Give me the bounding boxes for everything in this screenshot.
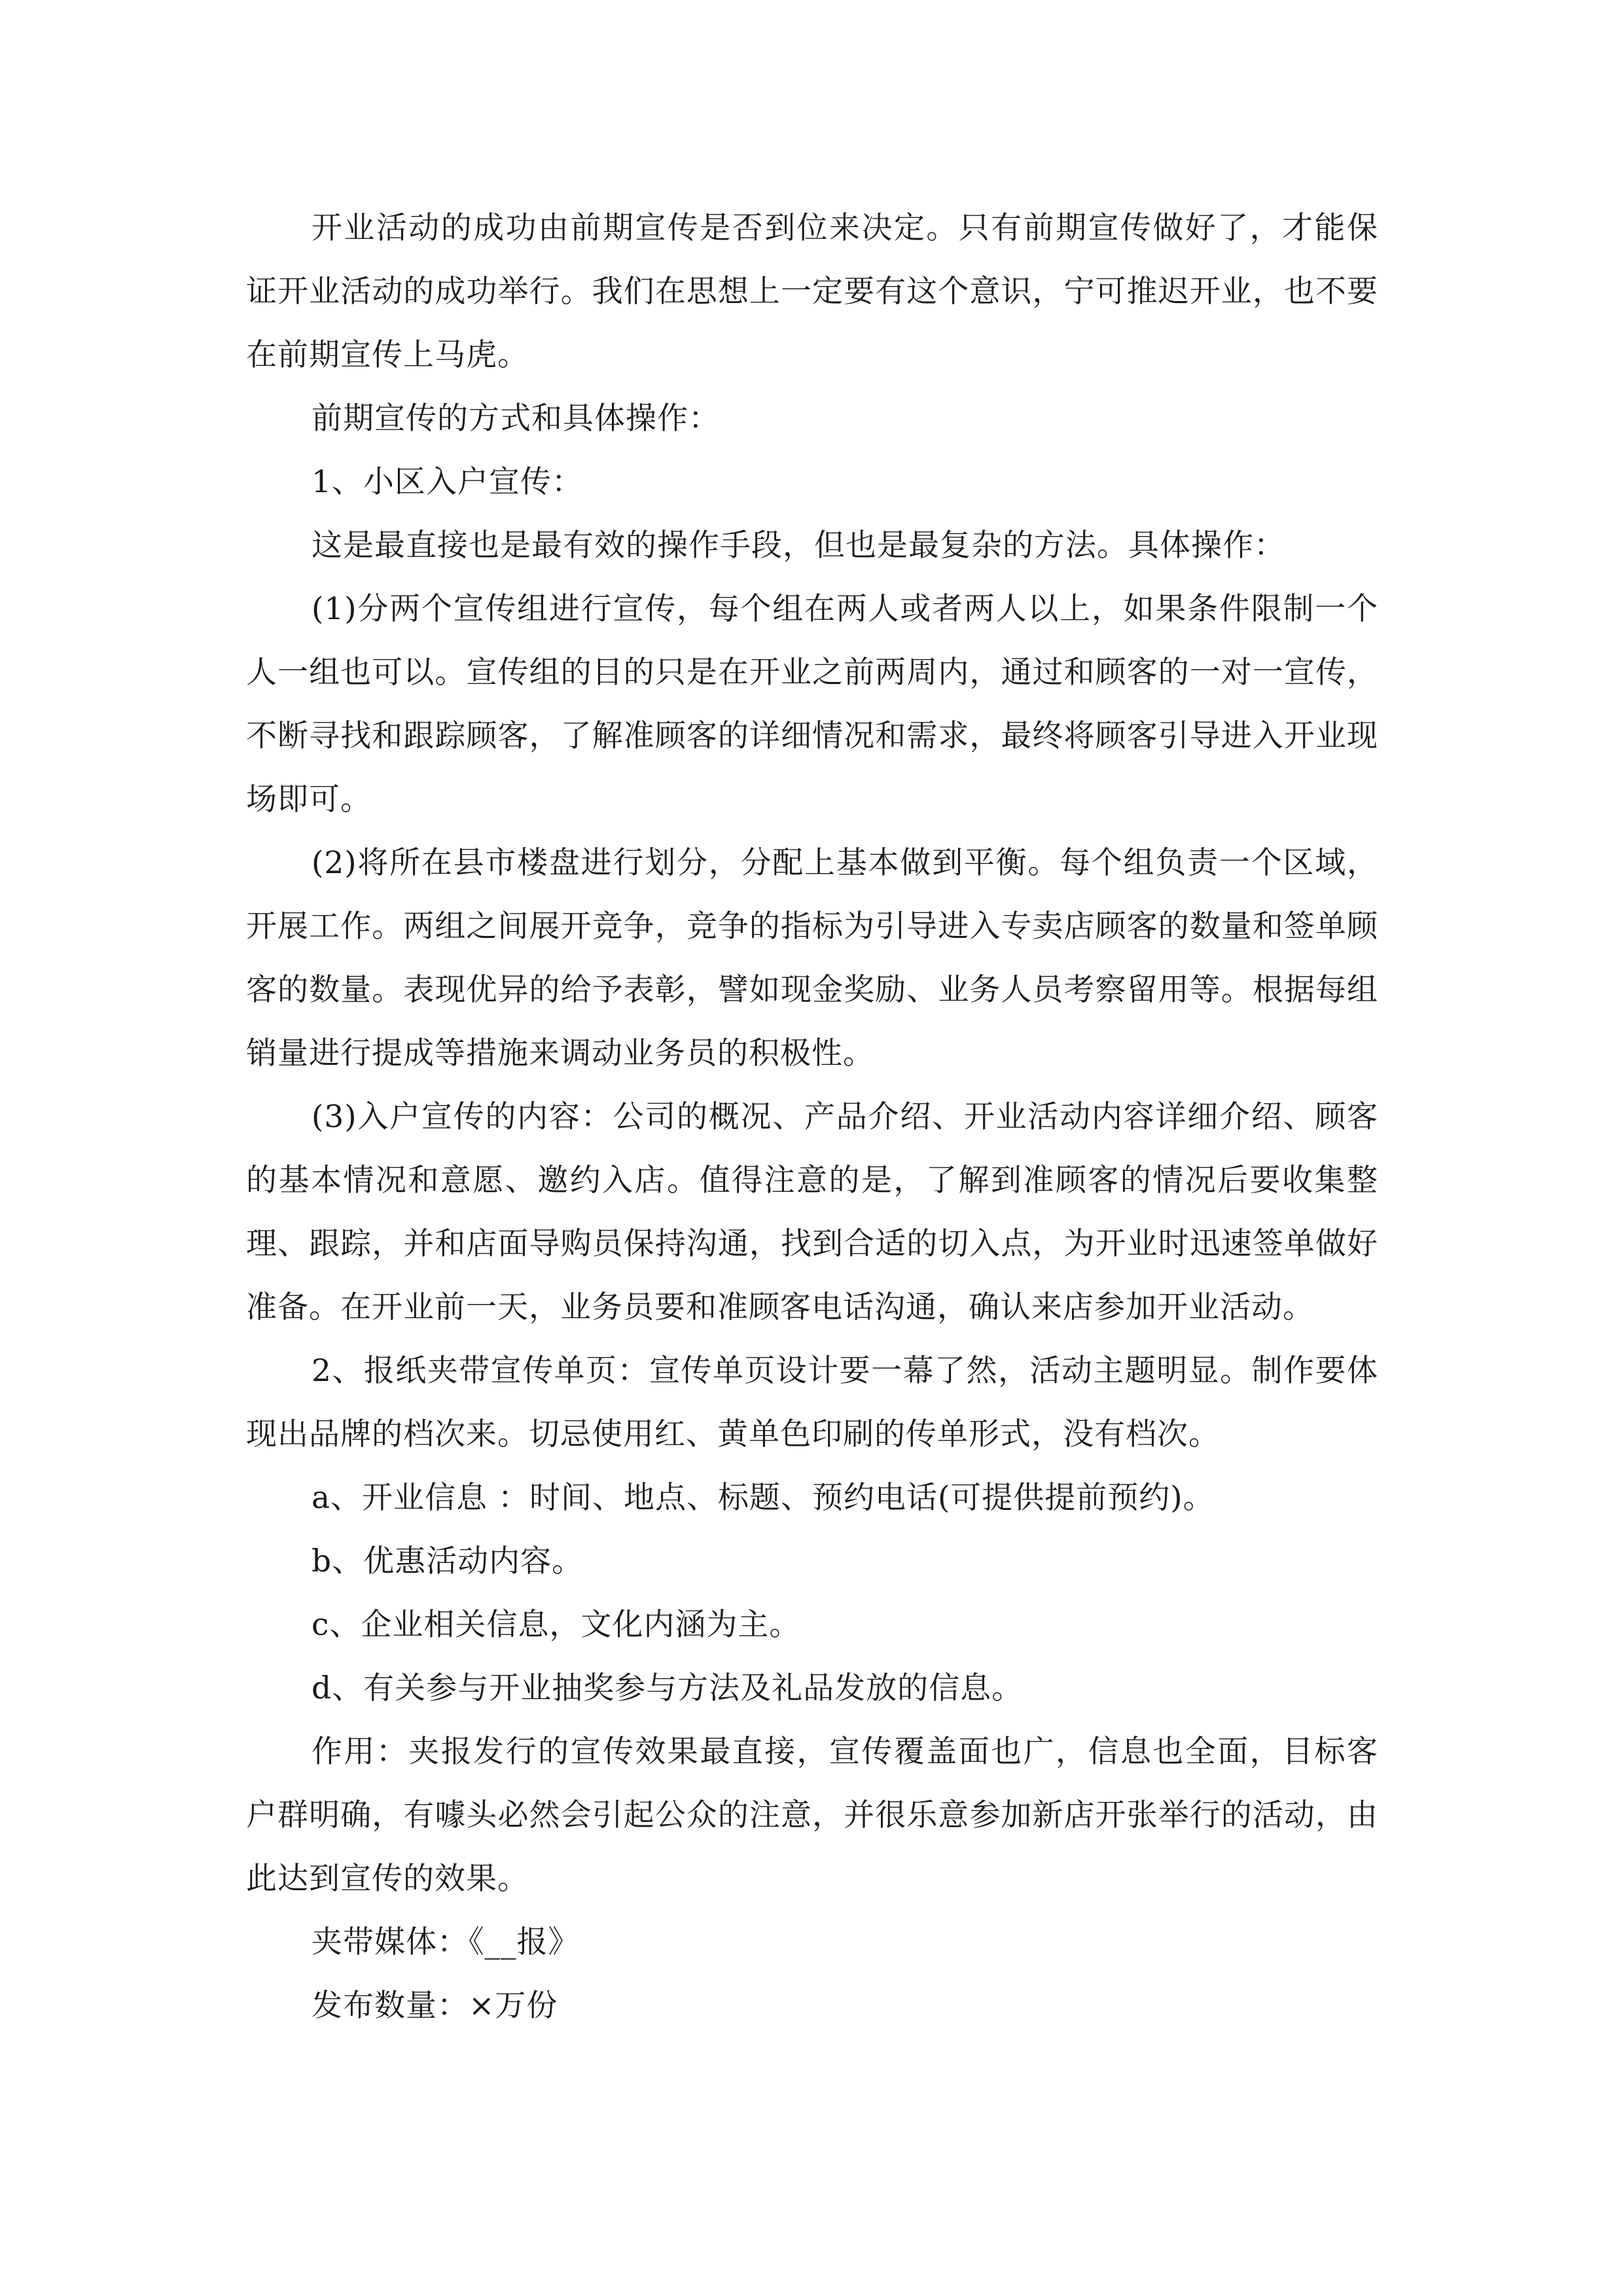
paragraph-item-2: 2、报纸夹带宣传单页：宣传单页设计要一幕了然，活动主题明显。制作要体现出品牌的档次来。切忌使用红、黄单色印刷的传单形式，没有档次。: [246, 1353, 1378, 1452]
paragraph-subitem-1: (1)分两个宣传组进行宣传，每个组在两人或者两人以上，如果条件限制一个人一组也可以。宣传组的目的只是在开业之前两周内，通过和顾客的一对一宣传，不断寻找和跟踪顾客，了解准顾客的详细情况和需求，最终将顾客引导进入开业现场即可。: [246, 591, 1378, 817]
paragraph-intro: 开业活动的成功由前期宣传是否到位来决定。只有前期宣传做好了，才能保证开业活动的成功举行。我们在思想上一定要有这个意识，宁可推迟开业，也不要在前期宣传上马虎。: [246, 210, 1378, 373]
paragraph-effect: 作用：夹报发行的宣传效果最直接，宣传覆盖面也广，信息也全面，目标客户群明确，有噱头必然会引起公众的注意，并很乐意参加新店开张举行的活动，由此达到宣传的效果。: [246, 1734, 1378, 1897]
paragraph-methods-heading: 前期宣传的方式和具体操作：: [312, 401, 720, 437]
paragraph-list-a: a、开业信息 ：时间、地点、标题、预约电话(可提供提前预约)。: [312, 1480, 1215, 1516]
paragraph-item-1-heading: 1、小区入户宣传：: [312, 464, 583, 500]
paragraph-subitem-3: (3)入户宣传的内容：公司的概况、产品介绍、开业活动内容详细介绍、顾客的基本情况和意愿、邀约入店。值得注意的是，了解到准顾客的情况后要收集整理、跟踪，并和店面导购员保持沟通，找到合适的切入点，为开业时迅速签单做好准备。在开业前一天，业务员要和准顾客电话沟通，确认来店参加开业活动。: [246, 1099, 1378, 1325]
document-body: [246, 196, 1378, 2037]
paragraph-subitem-2: (2)将所在县市楼盘进行划分，分配上基本做到平衡。每个组负责一个区域，开展工作。两组之间展开竞争，竞争的指标为引导进入专卖店顾客的数量和签单顾客的数量。表现优异的给予表彰，譬如现金奖励、业务人员考察留用等。根据每组销量进行提成等措施来调动业务员的积极性。: [246, 845, 1378, 1071]
paragraph-list-d: d、有关参与开业抽奖参与方法及礼品发放的信息。: [312, 1670, 1024, 1706]
paragraph-quantity: 发布数量：×万份: [312, 1988, 558, 2024]
paragraph-list-c: c、企业相关信息，文化内涵为主。: [312, 1607, 801, 1643]
paragraph-item-1-intro: 这是最直接也是最有效的操作手段，但也是最复杂的方法。具体操作：: [312, 528, 1285, 564]
paragraph-list-b: b、优惠活动内容。: [312, 1543, 584, 1579]
paragraph-media: 夹带媒体：《__报》: [312, 1924, 580, 1960]
